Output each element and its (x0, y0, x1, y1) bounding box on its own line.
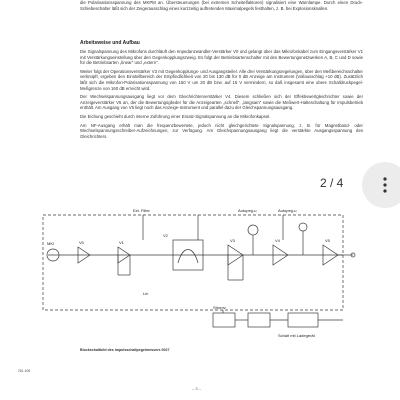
paragraph-3: Der Wechselspannungsausgang liegt vor dem Gleichrichterverstärker V4. Diesem schließen sich der Effektivwertgleichrichter sowie der Anzeigeverstärker V5 an, der die Bewertungsglieder für die Anzeigearten „schnell“, „langsam“ sowie die Meßwert-Halteschaltung für Impulsbetrieb enthält. Am Ausgang von V5 liegt noch das Anzeige-Instrument und parallel dazu der Gleichspannungsausgang. (80, 94, 363, 111)
label-top-2: Autopeg-u (238, 208, 257, 213)
page-indicator: 2 / 4 (320, 176, 344, 190)
paragraph-1: Die Signalspannung des Mikrofons durchläuft den Impedanzwandler-Verstärker V0 und gelangt über das Mikrofonkabel zum Eingangsverstärker V1 mit Verstärkungseinstellung über den Gegenkopplungszweig. Es folgt der Betriebsartenschalter mit den Bewertungsnetzwerken A, B, C und D sowie für die Betriebsarten „linear“ und „extern“. (80, 49, 363, 66)
warning-lamp (299, 223, 307, 231)
page-id: 261 406 (18, 369, 31, 373)
battery-box (288, 313, 318, 327)
diagram-caption: Blockschaltbild des Impulsschallpegelmessers 0027 (80, 348, 170, 352)
diagram-frame (43, 215, 343, 310)
block-diagram (23, 195, 363, 345)
label-v0: V0 (79, 240, 84, 245)
supply-box-1 (213, 313, 235, 327)
more-options-button[interactable] (362, 162, 400, 208)
label-v4: V4 (275, 238, 280, 243)
more-vertical-icon (383, 177, 387, 193)
paragraph-4: Die Eichung geschieht durch interne Zuführung einer Ersatz-Signalspannung an die Mikrofonkapsel. (80, 113, 271, 119)
label-charger: Schalt mit Ladegerät (278, 333, 315, 338)
label-supply: Stromv. (213, 305, 227, 310)
label-v5: V5 (325, 238, 330, 243)
intro-paragraph: die Polarisationsspannung des MKPM an. Übersteuerungen (bei extremen Scheitelfaktoren) signalisiert eine Warnlampe. Durch einen Druck-Schiebeschalter läßt sich der Zeigerausschlag eines kurzzeitig auftretenden Maximalpegels festhalten, z. B. bei Explosionsknallen. (80, 0, 363, 11)
label-mic: MKI (47, 241, 55, 246)
label-v2: V2 (163, 233, 168, 238)
section-heading: Arbeitsweise und Aufbau (80, 40, 140, 46)
label-top-1: Ext. Filter (133, 208, 150, 213)
paragraph-5: Am NF-Ausgang erhält man die frequenzbewertete, jedoch nicht gleichgerichtete Signalspannung, z. B. für Magnetband- oder Wechselspannungsschreiber-Aufzeichnungen, zur Verfügung. Am Gleichspannungsausgang liegt die verstärkte Ausgangsspannung des Gleichrichters. (80, 122, 363, 139)
meter-symbol (248, 225, 258, 235)
paragraph-2: Weiter folgt der Operationsverstärker V3 mit Gegenkopplungs- und Ausgangsteiler. Alle drei Verstärkungsregelungen, über den Meßbereichsschalter verknüpft, ergeben den Einstellbereich der Empfindlichkeit von 20 bis 130 dB für 0 dB Anzeige am Instrument (Vollausschlag +10 dB). Zusätzlich läßt sich die Mikrofon-Polarisationsspannung von 150 V um 20 dB bzw. auf 15 V vermindern, so daß insgesamt eine obere Schalldruckpegel-Meßgrenze von 160 dB erreicht wird. (80, 68, 363, 91)
label-v1: V1 (119, 240, 124, 245)
label-bottom: Lin (143, 291, 149, 296)
body-text (80, 49, 363, 139)
page-number: – 3 – (192, 386, 201, 391)
supply-box-2 (248, 313, 270, 327)
filter-curve (178, 250, 198, 264)
label-top-3: Autopeg-u (278, 208, 297, 213)
label-v3: V3 (230, 238, 235, 243)
